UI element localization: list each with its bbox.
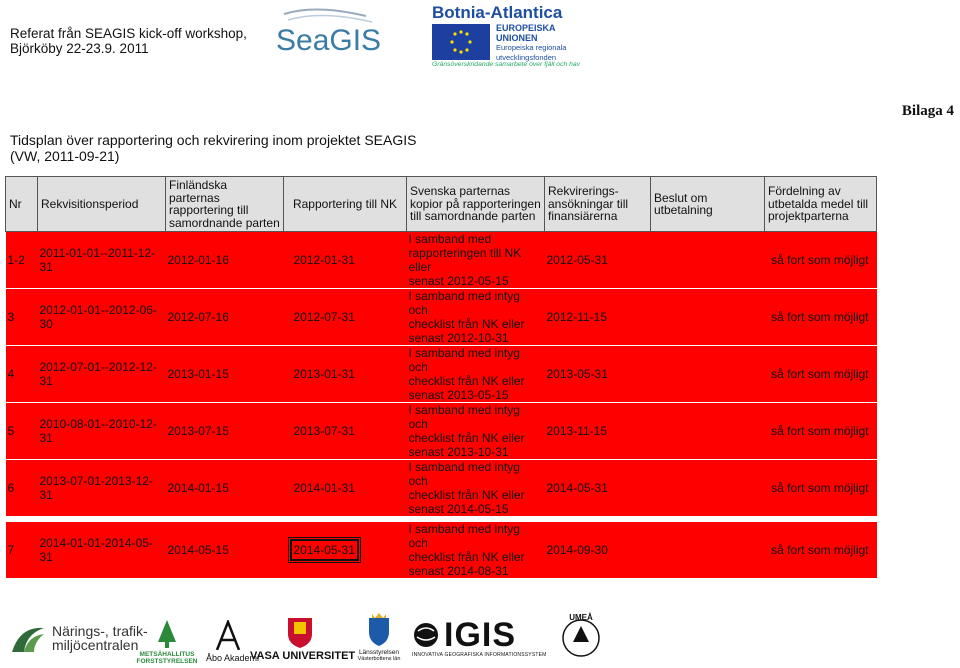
- cell-fin: 2014-05-15: [166, 522, 284, 579]
- igis-logo: [412, 616, 550, 661]
- cell-fin: 2012-07-16: [166, 289, 284, 346]
- table-row: [6, 289, 877, 346]
- cell-fin: 2013-01-15: [166, 346, 284, 403]
- cell-nr: 7: [6, 522, 38, 579]
- col-header-nr: Nr: [6, 177, 38, 232]
- metsahallitus-logo: [132, 620, 202, 665]
- eu-line-2: UNIONEN: [496, 32, 538, 43]
- eu-tagline: Gränsöverskridande samarbete över fjäll och hav: [432, 61, 581, 68]
- cell-fin: 2014-01-15: [166, 460, 284, 517]
- cell-fordel: så fort som möjligt: [765, 289, 877, 346]
- schedule-table: [5, 176, 877, 579]
- sv-line-3: senast 2014-08-31: [408, 564, 509, 578]
- cell-rek: 2012-11-15: [545, 289, 651, 346]
- cell-nk: [284, 289, 407, 346]
- igis-globe-icon: [412, 621, 440, 649]
- cell-sv: [407, 403, 545, 460]
- sv-line-1: I samband med intyg och: [408, 460, 520, 488]
- sv-line-1: I samband med: [408, 232, 492, 246]
- igis-wordmark: IGIS: [444, 616, 517, 654]
- header-line-2: Björköby 22-23.9. 2011: [10, 41, 149, 56]
- col-header-nk-reporting: Rapportering till NK: [284, 177, 407, 232]
- nk-date: 2014-05-31: [293, 543, 355, 557]
- igis-subtitle: INNOVATIVA GEOGRAFISKA INFORMATIONSSYSTEM: [412, 652, 547, 658]
- nk-date: 2012-01-31: [293, 253, 355, 267]
- umea-name: UMEÅ: [569, 613, 593, 622]
- col-header-payment-decision: Beslut om utbetalning: [651, 177, 765, 232]
- cell-fordel: så fort som möjligt: [765, 460, 877, 517]
- col-header-period: Rekvisitionsperiod: [38, 177, 166, 232]
- cell-beslut: [651, 403, 765, 460]
- report-header: [10, 26, 247, 56]
- sv-line-3: senast 2012-05-15: [408, 274, 509, 288]
- cell-beslut: [651, 346, 765, 403]
- sv-line-1: I samband med intyg och: [408, 403, 520, 431]
- cell-nr: 6: [6, 460, 38, 517]
- sv-line-2: checklist från NK eller: [408, 431, 525, 445]
- cell-period: 2012-01-01--2012-06-30: [38, 289, 166, 346]
- eu-flag-icon: [432, 24, 490, 60]
- eu-line-3: Europeiska regionala: [496, 43, 567, 52]
- sv-line-3: senast 2014-05-15: [408, 502, 509, 516]
- cell-nk: [284, 522, 407, 579]
- cell-rek: 2014-05-31: [545, 460, 651, 517]
- page-title: Tidsplan över rapportering och rekvirering inom projektet SEAGIS: [10, 132, 417, 148]
- cell-beslut: [651, 460, 765, 517]
- sv-line-1: I samband med intyg och: [408, 289, 520, 317]
- cell-beslut: [651, 289, 765, 346]
- lansstyrelsen-line-2: Västerbottens län: [357, 656, 401, 662]
- sv-line-3: senast 2013-10-31: [408, 445, 509, 459]
- sv-line-2: rapporteringen till NK eller: [408, 246, 522, 274]
- cell-rek: 2014-09-30: [545, 522, 651, 579]
- table-row: [6, 403, 877, 460]
- cell-nk: [284, 346, 407, 403]
- crown-shield-icon: [366, 612, 392, 646]
- cell-sv: [407, 522, 545, 579]
- cell-sv: [407, 346, 545, 403]
- col-header-distribution: Fördelning av utbetalda medel till projektparterna: [765, 177, 877, 232]
- lansstyrelsen-line-1: Länsstyrelsen: [358, 649, 400, 656]
- appendix-label: Bilaga 4: [901, 103, 954, 119]
- cell-rek: 2012-05-31: [545, 232, 651, 289]
- cell-beslut: [651, 232, 765, 289]
- sv-line-1: I samband med intyg och: [408, 522, 520, 550]
- cell-fordel: så fort som möjligt: [765, 232, 877, 289]
- cell-rek: 2013-05-31: [545, 346, 651, 403]
- nk-date: 2013-07-31: [293, 424, 355, 438]
- table-row: [6, 522, 877, 579]
- cell-nr: 1-2: [6, 232, 38, 289]
- eu-line-4: utvecklingsfonden: [496, 52, 557, 62]
- cell-fordel: så fort som möjligt: [765, 522, 877, 579]
- nk-date: 2013-01-31: [293, 367, 355, 381]
- vasa-universitet-logo: [250, 616, 356, 662]
- ntm-line-1: Närings-, trafik-: [52, 623, 148, 639]
- table-row: [6, 232, 877, 289]
- sv-line-2: checklist från NK eller: [408, 317, 525, 331]
- cell-nr: 4: [6, 346, 38, 403]
- cell-nr: 3: [6, 289, 38, 346]
- lansstyrelsen-logo: [356, 612, 402, 662]
- header-line-1: Referat från SEAGIS kick-off workshop,: [10, 26, 247, 41]
- col-header-finnish-reporting: Finländska parternas rapportering till samordnande parten: [166, 177, 284, 232]
- umea-universitet-logo: [558, 612, 604, 660]
- cell-period: 2011-01-01--2011-12-31: [38, 232, 166, 289]
- col-header-requisitions: Rekvirerings-ansökningar till finansiärerna: [545, 177, 651, 232]
- nk-date: 2012-07-31: [293, 310, 355, 324]
- sv-line-2: checklist från NK eller: [408, 550, 525, 564]
- document-heading: [10, 132, 416, 164]
- sv-line-2: checklist från NK eller: [408, 374, 525, 388]
- cell-sv: [407, 289, 545, 346]
- table-row: [6, 346, 877, 403]
- cell-rek: 2013-11-15: [545, 403, 651, 460]
- table-row: [6, 460, 877, 517]
- eu-line-1: EUROPEISKA: [496, 23, 556, 33]
- botnia-atlantica-logo: Botnia-Atlantica: [432, 3, 563, 22]
- cell-sv: [407, 232, 545, 289]
- abo-akademi-icon: [213, 620, 243, 650]
- nk-date: 2014-01-31: [293, 481, 355, 495]
- cell-period: 2012-07-01--2012-12-31: [38, 346, 166, 403]
- vasa-shield-icon: [286, 616, 314, 648]
- partner-logos: [0, 606, 960, 668]
- cell-fin: 2012-01-16: [166, 232, 284, 289]
- cell-nk: [284, 403, 407, 460]
- metsahallitus-name: METSÄHALLITUS FORSTSTYRELSEN: [136, 651, 198, 665]
- eu-funding-block: [432, 4, 602, 66]
- cell-fordel: så fort som möjligt: [765, 346, 877, 403]
- cell-period: 2014-01-01-2014-05-31: [38, 522, 166, 579]
- cell-period: 2010-08-01--2010-12-31: [38, 403, 166, 460]
- cell-period: 2013-07-01-2013-12-31: [38, 460, 166, 517]
- seagis-logo: [276, 6, 386, 62]
- cell-nk: [284, 460, 407, 517]
- cell-nr: 5: [6, 403, 38, 460]
- ntm-line-2: miljöcentralen: [52, 637, 139, 653]
- seagis-wordmark: SeaGIS: [276, 24, 382, 57]
- sv-line-1: I samband med intyg och: [408, 346, 520, 374]
- page-subtitle: (VW, 2011-09-21): [10, 148, 120, 164]
- cell-beslut: [651, 522, 765, 579]
- sv-line-3: senast 2012-10-31: [408, 331, 509, 345]
- cell-sv: [407, 460, 545, 517]
- abo-akademi-logo: [206, 620, 260, 664]
- sv-line-3: senast 2013-05-15: [408, 388, 509, 402]
- cell-nk: [284, 232, 407, 289]
- cell-fordel: så fort som möjligt: [765, 403, 877, 460]
- sv-line-2: checklist från NK eller: [408, 488, 525, 502]
- vasa-universitet-name: VASA UNIVERSITET: [250, 650, 356, 662]
- ntm-icon: [10, 622, 48, 656]
- abo-akademi-name: Åbo Akademi: [206, 653, 260, 663]
- table-header-row: [6, 177, 877, 232]
- col-header-swedish-copies: Svenska parternas kopior på rapporteringen till samordnande parten: [407, 177, 545, 232]
- seagis-logo-graphic: [276, 6, 386, 62]
- tree-icon: [156, 620, 178, 648]
- cell-fin: 2013-07-15: [166, 403, 284, 460]
